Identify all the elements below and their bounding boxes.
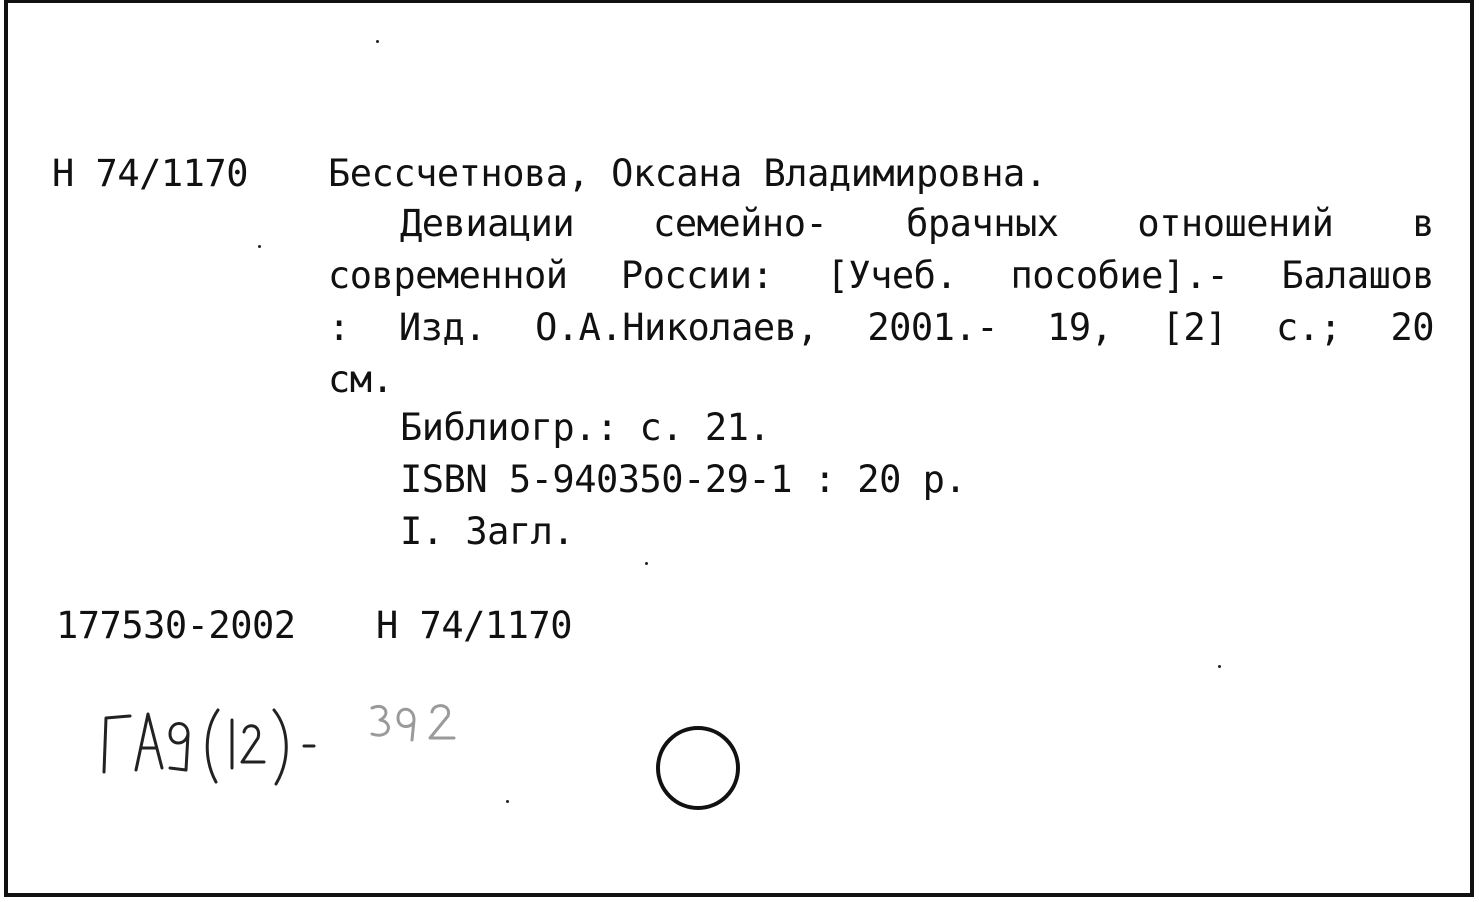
scan-speck	[1218, 665, 1221, 668]
call-number: Н 74/1170	[52, 152, 248, 195]
bibliography-note: Библиогр.: с. 21.	[400, 406, 771, 449]
title-entry: I. Загл.	[400, 510, 575, 553]
isbn-line: ISBN 5-940350-29-1 : 20 р.	[400, 458, 967, 501]
inventory-number: 177530-2002	[56, 604, 296, 647]
description-line-2: современной России: [Учеб. пособие].- Балашов	[328, 254, 1434, 297]
description-line-4: см.	[328, 358, 394, 401]
scan-speck	[376, 40, 379, 43]
scan-speck	[645, 562, 648, 565]
author-heading: Бессчетнова, Оксана Владимировна.	[328, 152, 1047, 195]
punch-hole-circle	[656, 726, 740, 810]
scan-speck	[258, 245, 261, 248]
call-number-bottom: Н 74/1170	[376, 604, 572, 647]
handwritten-annotation	[96, 690, 486, 790]
scan-speck	[506, 800, 509, 803]
description-line-1: Девиации семейно- брачных отношений в	[400, 202, 1434, 245]
description-line-3: : Изд. О.А.Николаев, 2001.- 19, [2] с.; 20	[328, 306, 1434, 349]
